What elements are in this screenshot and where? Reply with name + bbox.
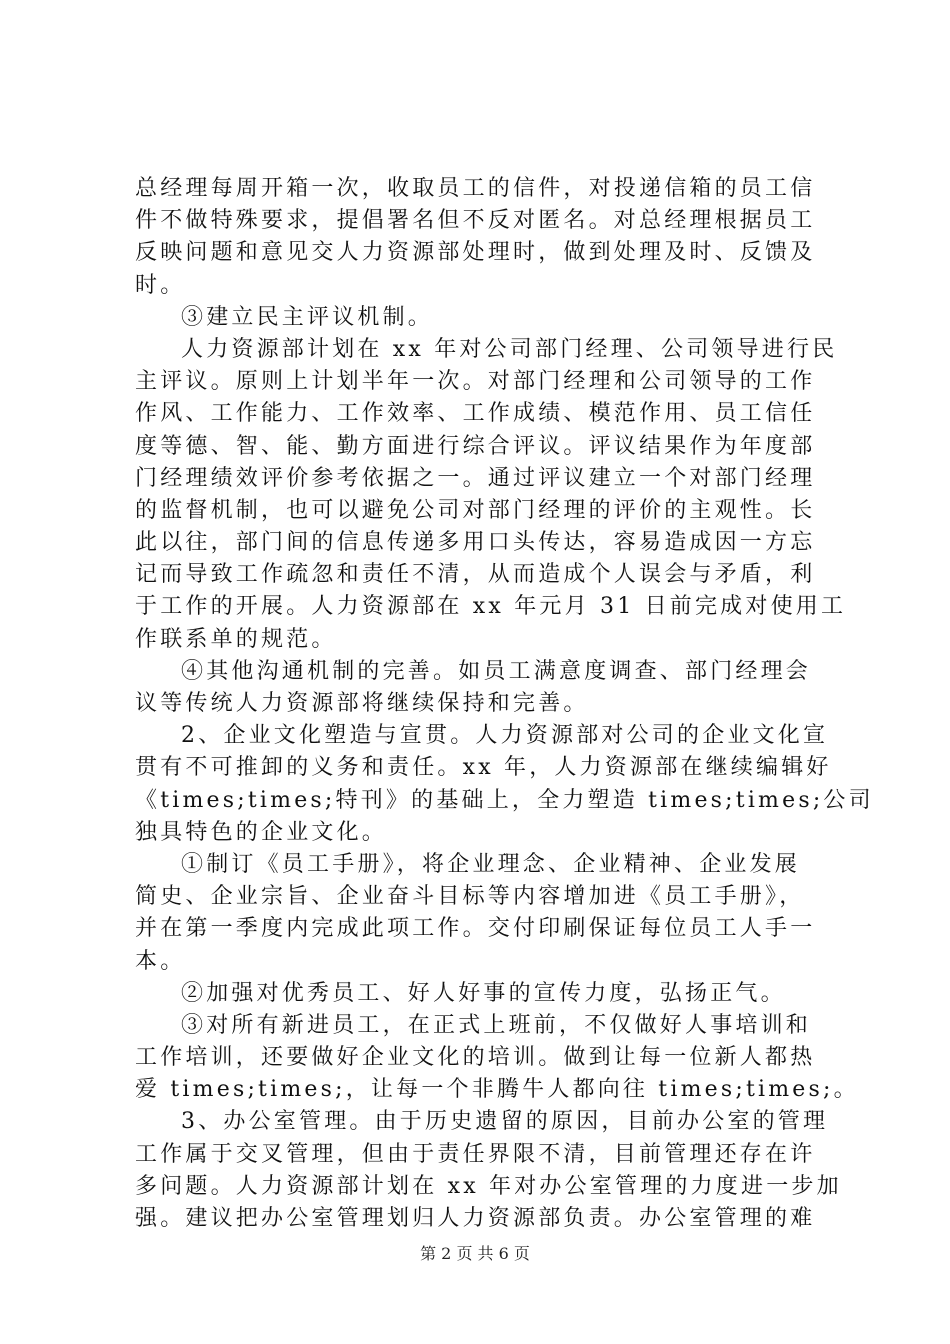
text-line: 反映问题和意见交人力资源部处理时，做到处理及时、反馈及 [135,240,816,266]
text-line: 《times;times;特刊》的基础上，全力塑造 times;times;公司 [135,787,874,813]
text-line: 工作属于交叉管理，但由于责任界限不清，目前管理还存在许 [135,1141,816,1167]
text-line: 门经理绩效评价参考依据之一。通过评议建立一个对部门经理 [135,465,816,491]
page-number-footer: 第 2 页 共 6 页 [420,1244,530,1263]
section-heading: ④其他沟通机制的完善。如员工满意度调查、部门经理会 [181,658,812,684]
text-line: 议等传统人力资源部将继续保持和完善。 [135,691,589,716]
text-line: 独具特色的企业文化。 [135,819,388,845]
text-line: 爱 times;times;，让每一个非腾牛人都向往 times;times;。 [135,1077,859,1103]
section-heading: 2、企业文化塑造与宣贯。人力资源部对公司的企业文化宣 [181,723,829,749]
text-line: 简史、企业宗旨、企业奋斗目标等内容增加进《员工手册》， [135,884,805,910]
text-line: 于工作的开展。人力资源部在 xx 年元月 31 日前完成对使用工 [135,594,847,620]
list-item: ③对所有新进员工，在正式上班前，不仅做好人事培训和 [181,1012,812,1038]
text-line: 并在第一季度内完成此项工作。交付印刷保证每位员工人手一 [135,916,816,942]
text-line: 此以往，部门间的信息传递多用口头传达，容易造成因一方忘 [135,530,816,556]
document-body [135,173,874,1235]
text-line: 贯有不可推卸的义务和责任。xx 年，人力资源部在继续编辑好 [135,755,832,781]
text-line: 强。建议把办公室管理划归人力资源部负责。办公室管理的难 [135,1206,816,1231]
text-line: 工作培训，还要做好企业文化的培训。做到让每一位新人都热 [135,1045,816,1071]
text-line: 时。 [135,272,186,298]
text-line: 多问题。人力资源部计划在 xx 年对办公室管理的力度进一步加 [135,1173,842,1199]
text-line: 件不做特殊要求，提倡署名但不反对匿名。对总经理根据员工 [135,208,816,234]
text-line: 人力资源部计划在 xx 年对公司部门经理、公司领导进行民 [181,336,838,362]
section-heading: 3、办公室管理。由于历史遗留的原因，目前办公室的管理 [181,1109,829,1135]
section-heading: ③建立民主评议机制。 [181,304,434,330]
list-item: ②加强对优秀员工、好人好事的宣传力度，弘扬正气。 [181,980,786,1006]
list-item: ①制订《员工手册》，将企业理念、企业精神、企业发展 [181,851,801,877]
text-line: 本。 [135,948,186,974]
text-line: 的监督机制，也可以避免公司对部门经理的评价的主观性。长 [135,497,816,523]
text-line: 作风、工作能力、工作效率、工作成绩、模范作用、员工信任 [135,401,816,427]
text-line: 总经理每周开箱一次，收取员工的信件，对投递信箱的员工信 [135,176,816,201]
text-line: 记而导致工作疏忽和责任不清，从而造成个人误会与矛盾，利 [135,562,816,588]
text-line: 主评议。原则上计划半年一次。对部门经理和公司领导的工作 [135,369,816,395]
text-line: 作联系单的规范。 [135,626,337,652]
text-line: 度等德、智、能、勤方面进行综合评议。评议结果作为年度部 [135,433,816,459]
